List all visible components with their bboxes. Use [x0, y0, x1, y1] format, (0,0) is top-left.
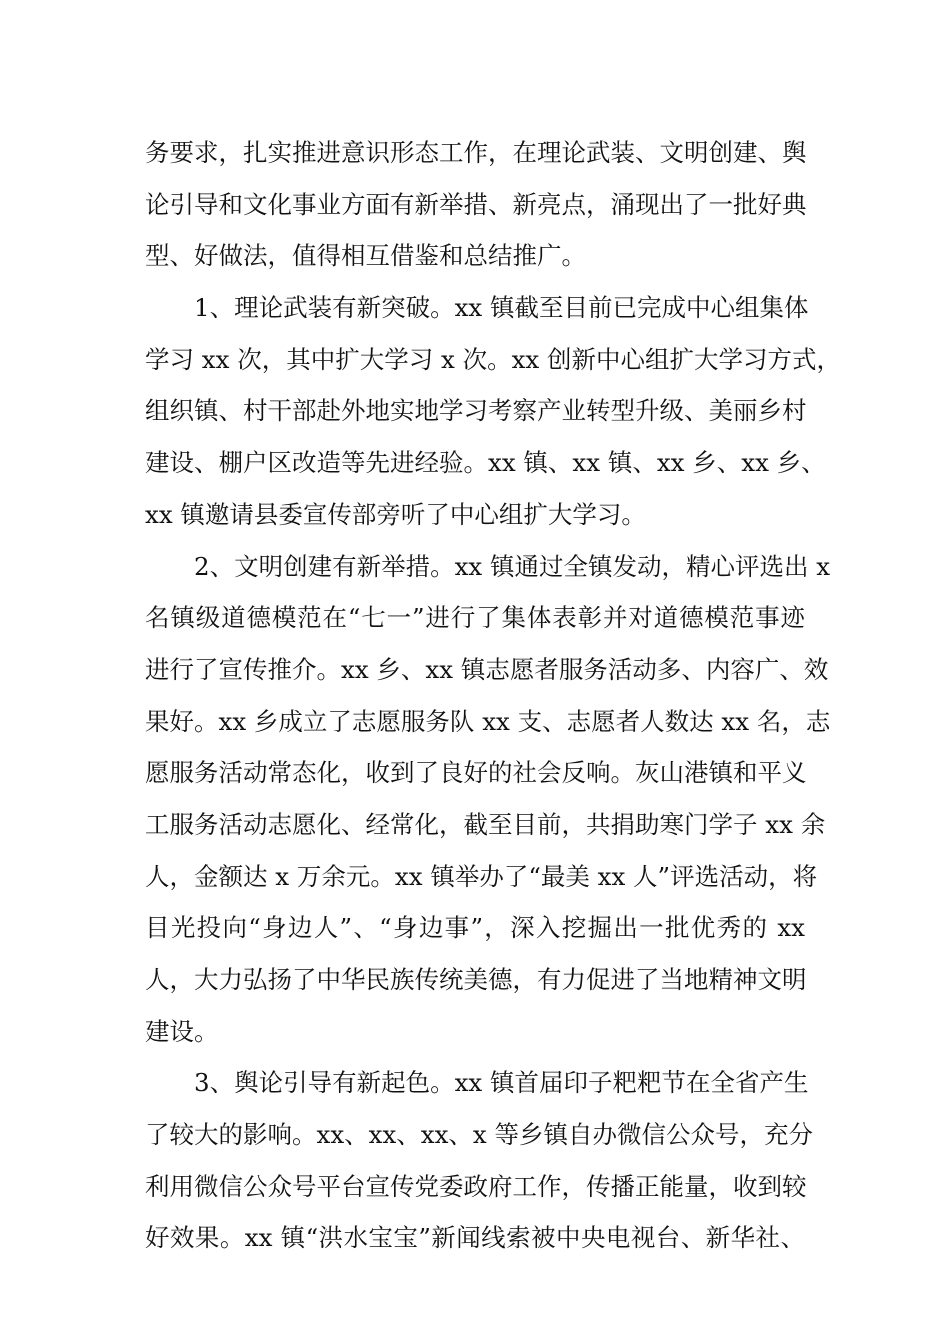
- document-body: [145, 127, 842, 1264]
- text-line: 人，金额达 x 万余元。xx 镇举办了“最美 xx 人”评选活动，将: [145, 861, 818, 891]
- text-line: 2、文明创建有新举措。xx 镇通过全镇发动，精心评选出 x: [194, 551, 831, 581]
- text-line: 务要求，扎实推进意识形态工作，在理论武装、文明创建、舆: [145, 138, 807, 167]
- text-line: 工服务活动志愿化、经常化，截至目前，共捐助寒门学子 xx 余: [145, 809, 826, 839]
- text-line: 人，大力弘扬了中华民族传统美德，有力促进了当地精神文明: [145, 965, 807, 994]
- text-line: 建设、棚户区改造等先进经验。xx 镇、xx 镇、xx 乡、xx 乡、: [145, 448, 826, 478]
- text-line: 3、舆论引导有新起色。xx 镇首届印子粑粑节在全省产生: [194, 1068, 809, 1098]
- text-line: 名镇级道德模范在“七一”进行了集体表彰并对道德模范事迹: [145, 603, 805, 633]
- text-line: 愿服务活动常态化，收到了良好的社会反响。灰山港镇和平义: [145, 758, 807, 788]
- text-line: 目光投向“身边人”、“身边事”，深入挖掘出一批优秀的 xx: [145, 913, 805, 943]
- text-line: 建设。: [145, 1016, 219, 1046]
- text-line: 果好。xx 乡成立了志愿服务队 xx 支、志愿者人数达 xx 名，志: [145, 706, 831, 736]
- text-line: 学习 xx 次，其中扩大学习 x 次。xx 创新中心组扩大学习方式，: [145, 344, 842, 374]
- text-line: 论引导和文化事业方面有新举措、新亮点，涌现出了一批好典: [145, 189, 807, 219]
- text-line: 好效果。xx 镇“洪水宝宝”新闻线索被中央电视台、新华社、: [145, 1223, 805, 1253]
- text-line: 利用微信公众号平台宣传党委政府工作，传播正能量，收到较: [145, 1171, 807, 1201]
- text-line: 进行了宣传推介。xx 乡、xx 镇志愿者服务活动多、内容广、效: [145, 654, 829, 684]
- text-line: 1、理论武装有新突破。xx 镇截至目前已完成中心组集体: [194, 293, 809, 323]
- paragraph-item-2: [145, 541, 831, 1058]
- paragraph-item-1: [145, 282, 842, 540]
- paragraph-item-3: [145, 1057, 814, 1264]
- paragraph-intro: [145, 127, 805, 282]
- text-line: 组织镇、村干部赴外地实地学习考察产业转型升级、美丽乡村: [145, 396, 807, 426]
- text-line: 了较大的影响。xx、xx、xx、x 等乡镇自办微信公众号，充分: [145, 1120, 814, 1150]
- text-line: xx 镇邀请县委宣传部旁听了中心组扩大学习。: [145, 499, 646, 529]
- text-line: 型、好做法，值得相互借鉴和总结推广。: [145, 241, 586, 271]
